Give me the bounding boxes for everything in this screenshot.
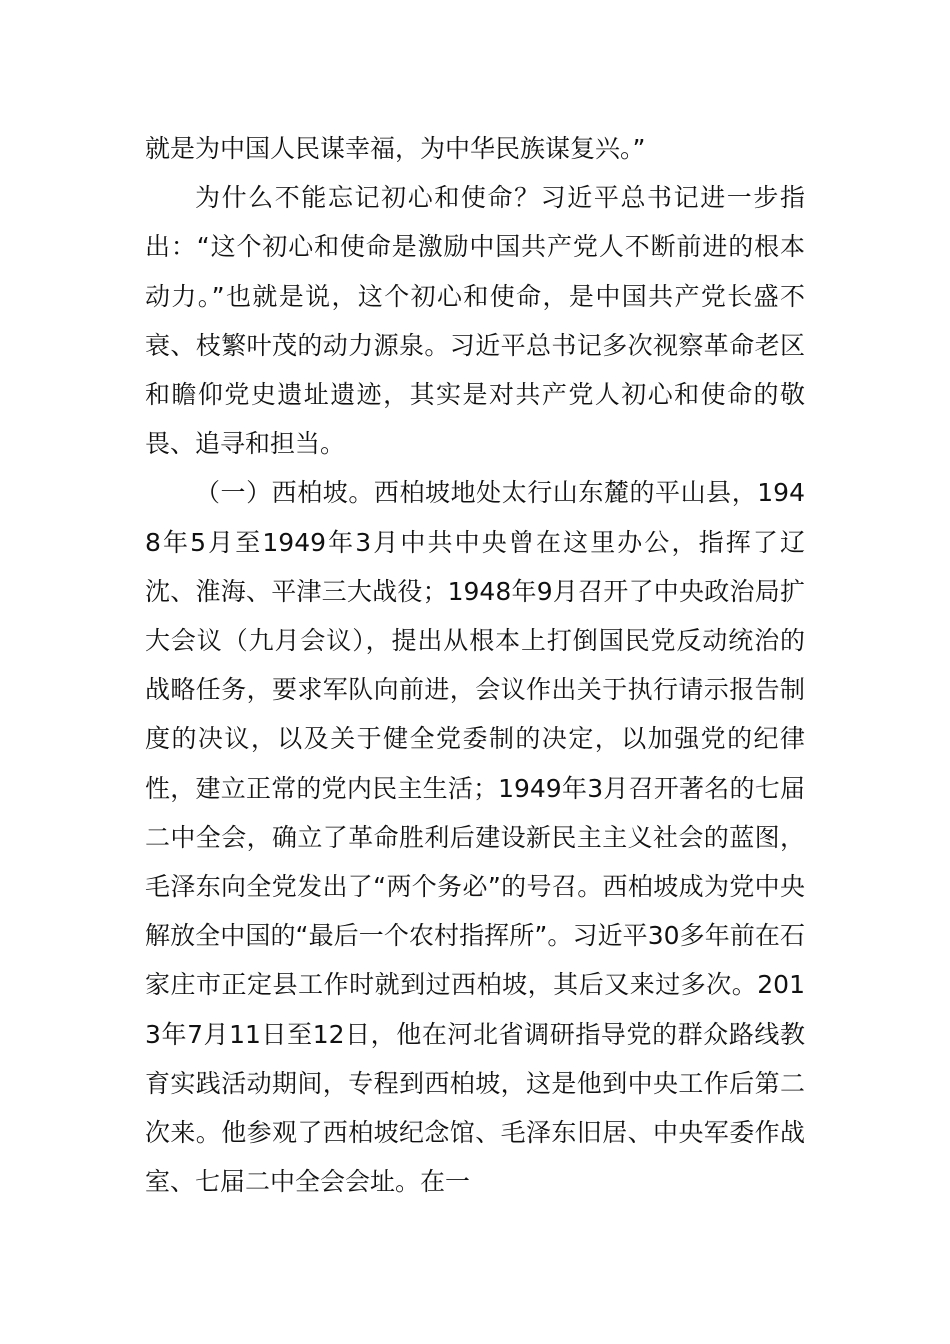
- paragraph-original-aspiration: 为什么不能忘记初心和使命？习近平总书记进一步指出：“这个初心和使命是激励中国共产党人不断前进的根本动力。”也就是说，这个初心和使命，是中国共产党长盛不衰、枝繁叶茂的动力源泉。习近平总书记多次视察革命老区和瞻仰党史遗址遗迹，其实是对共产党人初心和使命的敬畏、追寻和担当。: [145, 183, 805, 459]
- document-body: [145, 124, 805, 1206]
- paragraph-continuation: 就是为中国人民谋幸福，为中华民族谋复兴。”: [145, 134, 646, 163]
- paragraph-xibaipo: （一）西柏坡。西柏坡地处太行山东麓的平山县，1948年5月至1949年3月中共中央曾在这里办公，指挥了辽沈、淮海、平津三大战役；1948年9月召开了中央政治局扩大会议（九月会议），提出从根本上打倒国民党反动统治的战略任务，要求军队向前进，会议作出关于执行请示报告制度的决议，以及关于健全党委制的决定，以加强党的纪律性，建立正常的党内民主生活；1949年3月召开著名的七届二中全会，确立了革命胜利后建设新民主主义社会的蓝图，毛泽东向全党发出了“两个务必”的号召。西柏坡成为党中央解放全中国的“最后一个农村指挥所”。习近平30多年前在石家庄市正定县工作时就到过西柏坡，其后又来过多次。2013年7月11日至12日，他在河北省调研指导党的群众路线教育实践活动期间，专程到西柏坡，这是他到中央工作后第二次来。他参观了西柏坡纪念馆、毛泽东旧居、中央军委作战室、七届二中全会会址。在一: [145, 478, 805, 1197]
